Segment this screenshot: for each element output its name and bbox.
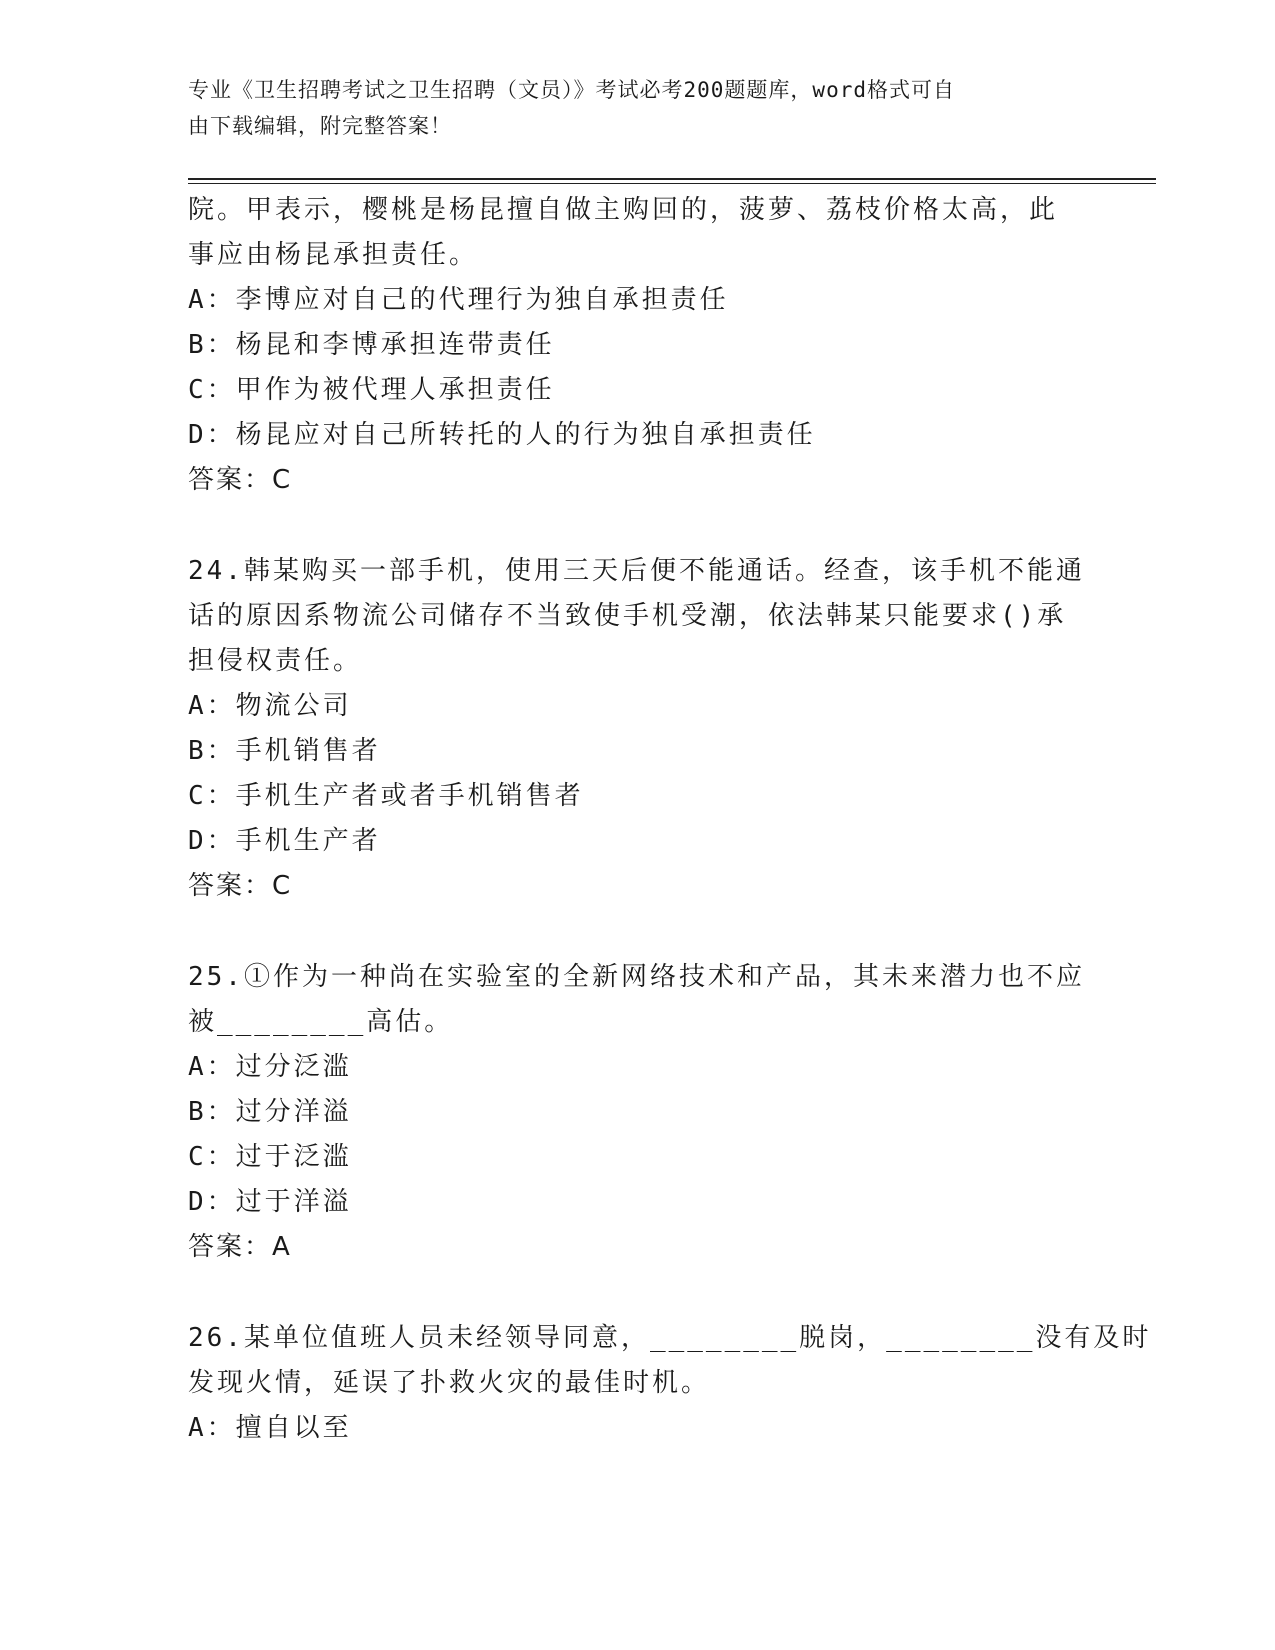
option-d: D：杨昆应对自己所转托的人的行为独自承担责任 (188, 420, 816, 450)
option-b: B：手机销售者 (188, 736, 381, 766)
question-26 (188, 1316, 1152, 1451)
option-d: D：过于洋溢 (188, 1187, 352, 1217)
spacer (188, 1270, 1088, 1316)
spacer (188, 909, 1088, 955)
document-header (188, 72, 1068, 144)
answer-line: 答案：C (188, 871, 293, 901)
header-line-2: 由下载编辑，附完整答案！ (188, 114, 452, 138)
option-d: D：手机生产者 (188, 826, 381, 856)
option-b: B：杨昆和李博承担连带责任 (188, 330, 555, 360)
question-text-line: 担侵权责任。 (188, 646, 363, 676)
question-text-line: 24.韩某购买一部手机，使用三天后便不能通话。经查，该手机不能通 (188, 556, 1085, 586)
answer-line: 答案：A (188, 1232, 292, 1262)
question-text-line: 25.①作为一种尚在实验室的全新网络技术和产品，其未来潜力也不应 (188, 962, 1085, 992)
option-c: C：过于泛滥 (188, 1142, 352, 1172)
question-text-line: 院。甲表示，樱桃是杨昆擅自做主购回的，菠萝、荔枝价格太高，此 (188, 195, 1059, 225)
answer-line: 答案：C (188, 465, 293, 495)
question-text-line: 被________高估。 (188, 1007, 454, 1037)
question-25 (188, 955, 1088, 1270)
question-23-continuation (188, 188, 1088, 503)
question-text-line: 话的原因系物流公司储存不当致使手机受潮，依法韩某只能要求()承 (188, 601, 1067, 631)
option-c: C：甲作为被代理人承担责任 (188, 375, 555, 405)
option-b: B：过分洋溢 (188, 1097, 352, 1127)
option-a: A：擅自以至 (188, 1413, 352, 1443)
question-text-line: 事应由杨昆承担责任。 (188, 240, 479, 270)
header-rule-thin (188, 183, 1156, 184)
option-c: C：手机生产者或者手机销售者 (188, 781, 584, 811)
header-rule-thick (188, 178, 1156, 180)
option-a: A：李博应对自己的代理行为独自承担责任 (188, 285, 729, 315)
option-a: A：过分泛滥 (188, 1052, 352, 1082)
question-text-line: 发现火情，延误了扑救火灾的最佳时机。 (188, 1368, 711, 1398)
spacer (188, 503, 1088, 549)
question-24 (188, 549, 1088, 909)
question-text-line: 26.某单位值班人员未经领导同意，________脱岗，________没有及时 (188, 1323, 1152, 1353)
option-a: A：物流公司 (188, 691, 352, 721)
document-body (188, 188, 1152, 1451)
header-line-1: 专业《卫生招聘考试之卫生招聘（文员）》考试必考200题题库，word格式可自 (188, 78, 955, 102)
